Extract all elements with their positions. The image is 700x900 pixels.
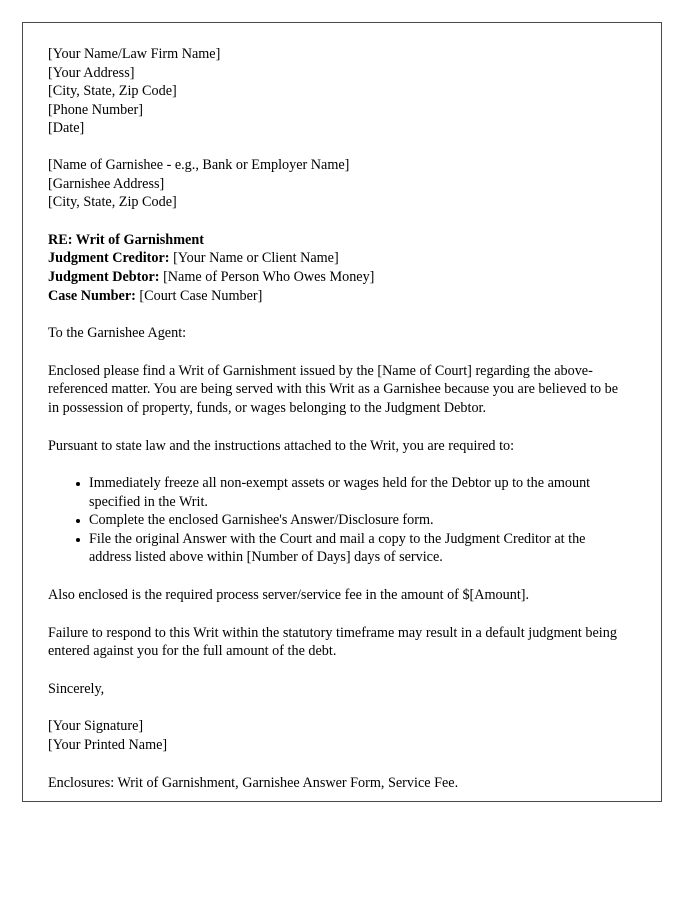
judgment-debtor-label: Judgment Debtor: bbox=[48, 268, 160, 285]
spacer bbox=[48, 567, 625, 586]
spacer bbox=[48, 455, 625, 474]
reference-block bbox=[48, 231, 625, 305]
sender-line: [Date] bbox=[48, 120, 85, 137]
case-number-row bbox=[48, 287, 625, 306]
case-number-label: Case Number: bbox=[48, 287, 136, 304]
spacer bbox=[48, 605, 625, 624]
list-item bbox=[89, 474, 625, 511]
judgment-creditor-label: Judgment Creditor: bbox=[48, 250, 170, 267]
subject-line: RE: Writ of Garnishment bbox=[48, 231, 204, 248]
signature-block bbox=[48, 717, 625, 754]
spacer bbox=[48, 212, 625, 231]
spacer bbox=[48, 343, 625, 362]
signature-line: [Your Signature] bbox=[48, 718, 144, 735]
paragraph-enclosed-writ: Enclosed please find a Writ of Garnishment issued by the [Name of Court] regarding the above-referenced matter. You are being served with this Writ as a Garnishee because you are believed to be in possession of property, funds, or wages belonging to the Judgment Debtor. bbox=[48, 362, 618, 416]
document-page bbox=[22, 22, 662, 802]
bullet-icon bbox=[76, 482, 80, 486]
list-item bbox=[89, 511, 625, 530]
bullet-icon bbox=[76, 519, 80, 523]
spacer bbox=[48, 755, 625, 774]
judgment-creditor-row bbox=[48, 249, 625, 268]
bullet-icon bbox=[76, 538, 80, 542]
sender-line: [City, State, Zip Code] bbox=[48, 83, 177, 100]
spacer bbox=[48, 138, 625, 156]
sender-line: [Phone Number] bbox=[48, 101, 143, 118]
closing: Sincerely, bbox=[48, 680, 105, 697]
judgment-debtor-row bbox=[48, 268, 625, 287]
enclosures-line: Enclosures: Writ of Garnishment, Garnishee Answer Form, Service Fee. bbox=[48, 774, 459, 791]
case-number-value: [Court Case Number] bbox=[139, 287, 263, 304]
paragraph-requirements-intro: Pursuant to state law and the instructions attached to the Writ, you are required to: bbox=[48, 437, 515, 454]
list-item-text: File the original Answer with the Court and mail a copy to the Judgment Creditor at the address listed above within [Number of Days] days of service. bbox=[89, 530, 586, 566]
spacer bbox=[48, 698, 625, 717]
sender-line: [Your Address] bbox=[48, 64, 135, 81]
paragraph-failure-to-respond: Failure to respond to this Writ within the statutory timeframe may result in a default judgment being entered against you for the full amount of the debt. bbox=[48, 624, 617, 660]
recipient-line: [Garnishee Address] bbox=[48, 175, 165, 192]
list-item-text: Complete the enclosed Garnishee's Answer/Disclosure form. bbox=[89, 512, 434, 529]
recipient-line: [Name of Garnishee - e.g., Bank or Employer Name] bbox=[48, 156, 350, 173]
requirements-list bbox=[48, 474, 625, 567]
document-body bbox=[23, 23, 661, 792]
judgment-creditor-value: [Your Name or Client Name] bbox=[173, 250, 339, 267]
list-item-text: Immediately freeze all non-exempt assets or wages held for the Debtor up to the amount specified in the Writ. bbox=[89, 475, 591, 510]
spacer bbox=[48, 418, 625, 437]
list-item bbox=[89, 530, 625, 567]
sender-address-block bbox=[48, 45, 625, 138]
spacer bbox=[48, 305, 625, 324]
recipient-line: [City, State, Zip Code] bbox=[48, 194, 177, 211]
paragraph-service-fee: Also enclosed is the required process server/service fee in the amount of $[Amount]. bbox=[48, 587, 530, 604]
sender-line: [Your Name/Law Firm Name] bbox=[48, 46, 221, 62]
printed-name-line: [Your Printed Name] bbox=[48, 737, 168, 754]
recipient-address-block bbox=[48, 156, 625, 212]
judgment-debtor-value: [Name of Person Who Owes Money] bbox=[163, 268, 375, 285]
salutation: To the Garnishee Agent: bbox=[48, 325, 187, 342]
spacer bbox=[48, 661, 625, 680]
